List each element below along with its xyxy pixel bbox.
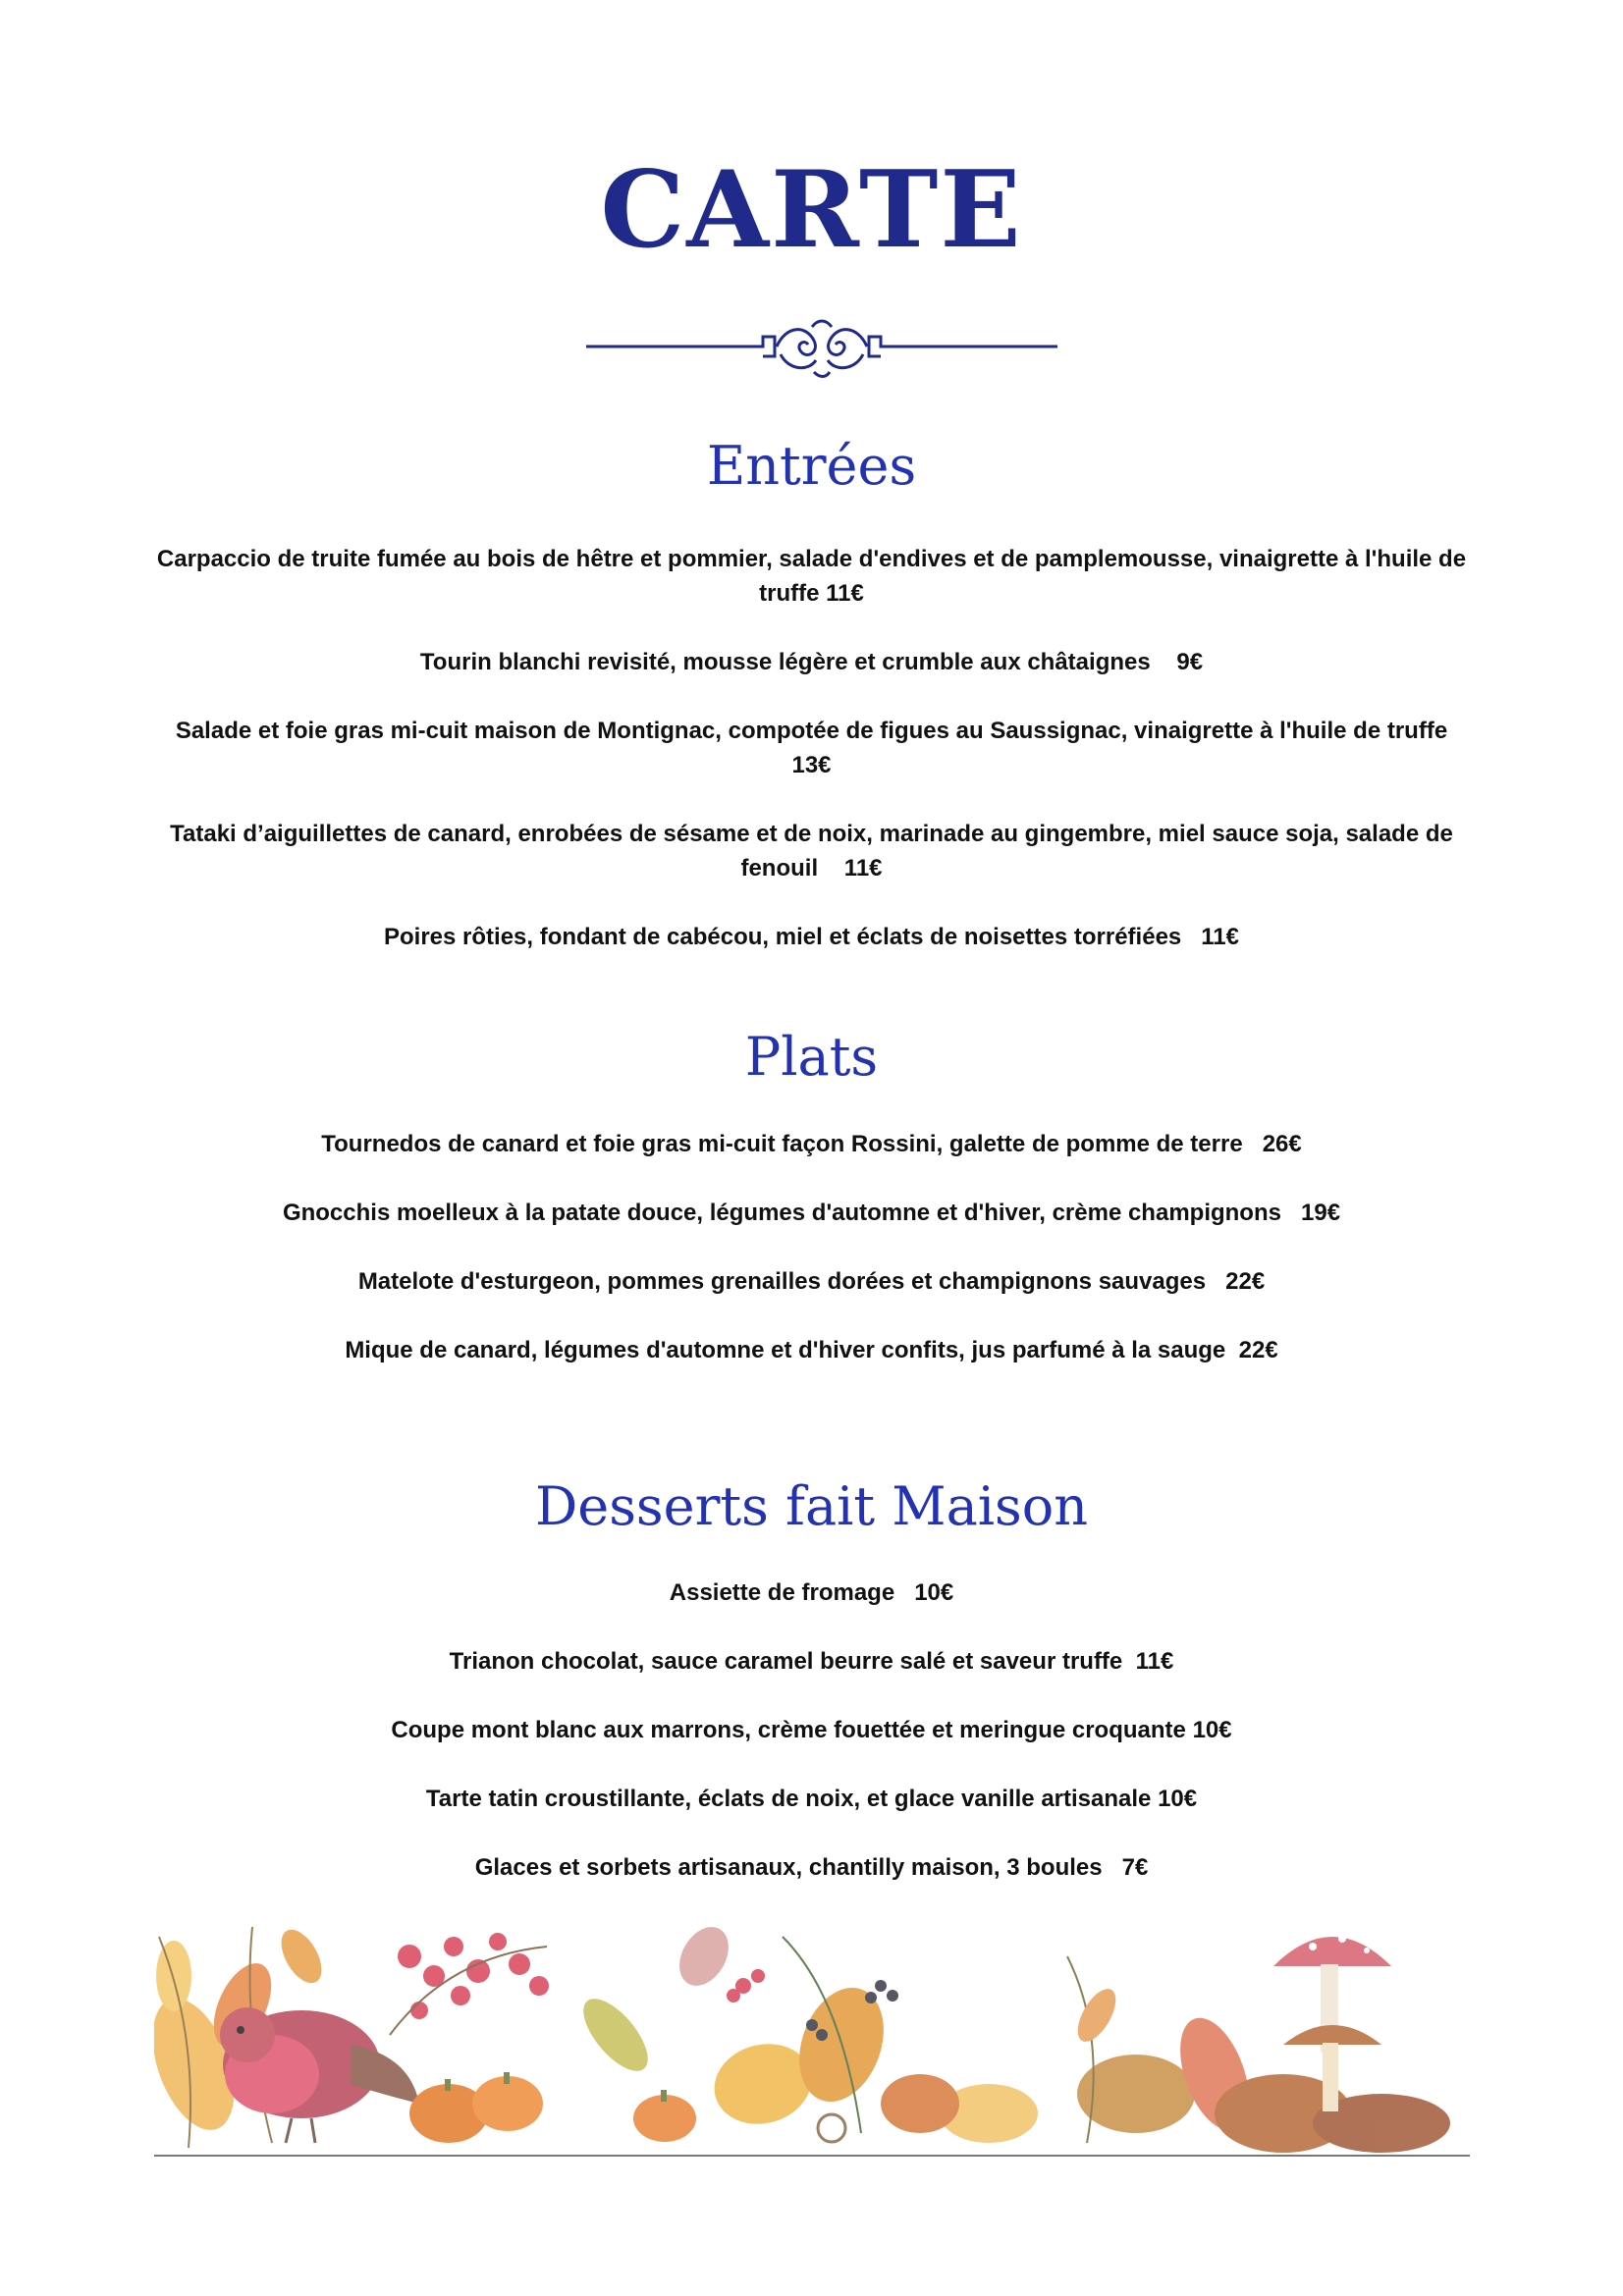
section-title-desserts: Desserts fait Maison (534, 1475, 1089, 1537)
dish-name: Mique de canard, légumes d'automne et d'hiver confits, jus parfumé à la sauge (345, 1337, 1226, 1363)
dish-price: 11€ (1201, 924, 1239, 950)
list-item (147, 1575, 1476, 1610)
dish-name: Trianon chocolat, sauce caramel beurre salé et saveur truffe (449, 1648, 1123, 1675)
section-title-entrees: Entrées (706, 435, 917, 497)
bottom-rule (154, 2155, 1470, 2157)
scroll-divider-icon (584, 317, 1059, 382)
list-item (147, 714, 1476, 782)
dish-name: Tourin blanchi revisité, mousse légère et crumble aux châtaignes (419, 649, 1151, 675)
dish-name: Glaces et sorbets artisanaux, chantilly maison, 3 boules (474, 1854, 1103, 1881)
list-item (147, 542, 1476, 611)
list-item (147, 1333, 1476, 1367)
list-item (147, 1644, 1476, 1679)
dish-name: Assiette de fromage (669, 1579, 895, 1606)
page-title: CARTE (600, 148, 1023, 272)
section-title-plats: Plats (744, 1026, 879, 1088)
dish-name: Salade et foie gras mi-cuit maison de Montignac, compotée de figues au Saussignac, vinaigrette à l'huile de truffe (175, 718, 1448, 744)
dish-price: 10€ (914, 1579, 954, 1606)
dish-name: Tournedos de canard et foie gras mi-cuit façon Rossini, galette de pomme de terre (321, 1131, 1243, 1157)
dish-price: 10€ (1192, 1717, 1232, 1743)
dish-price: 11€ (1135, 1648, 1174, 1675)
list-item (147, 1196, 1476, 1230)
list-item (147, 1782, 1476, 1816)
autumn-watercolor-border (154, 1917, 1470, 2153)
dish-name: Carpaccio de truite fumée au bois de hêtre et pommier, salade d'endives et de pamplemousse, vinaigrette à l'huile de truffe (156, 546, 1473, 607)
list-item (147, 1127, 1476, 1161)
list-item (147, 1713, 1476, 1747)
dish-price: 19€ (1301, 1200, 1341, 1226)
dish-price: 11€ (826, 580, 864, 607)
dish-price: 11€ (843, 855, 883, 881)
dish-price: 7€ (1121, 1854, 1149, 1881)
dish-name: Tataki d’aiguillettes de canard, enrobées de sésame et de noix, marinade au gingembre, miel sauce soja, salade de fenouil (170, 821, 1460, 881)
desserts-list (147, 1575, 1476, 1919)
dish-name: Tarte tatin croustillante, éclats de noix, et glace vanille artisanale (425, 1786, 1152, 1812)
dish-price: 9€ (1176, 649, 1204, 675)
dish-price: 10€ (1158, 1786, 1198, 1812)
dish-name: Gnocchis moelleux à la patate douce, légumes d'automne et d'hiver, crème champignons (282, 1200, 1281, 1226)
dish-name: Poires rôties, fondant de cabécou, miel et éclats de noisettes torréfiées (384, 924, 1182, 950)
entrees-list (147, 542, 1476, 988)
list-item (147, 817, 1476, 885)
list-item (147, 1850, 1476, 1885)
dish-name: Matelote d'esturgeon, pommes grenailles dorées et champignons sauvages (357, 1268, 1207, 1295)
dish-name: Coupe mont blanc aux marrons, crème fouettée et meringue croquante (391, 1717, 1186, 1743)
list-item (147, 1264, 1476, 1299)
dish-price: 22€ (1238, 1337, 1278, 1363)
plats-list (147, 1127, 1476, 1402)
list-item (147, 645, 1476, 679)
list-item (147, 920, 1476, 954)
dish-price: 26€ (1262, 1131, 1302, 1157)
dish-price: 22€ (1225, 1268, 1266, 1295)
dish-price: 13€ (791, 752, 832, 778)
